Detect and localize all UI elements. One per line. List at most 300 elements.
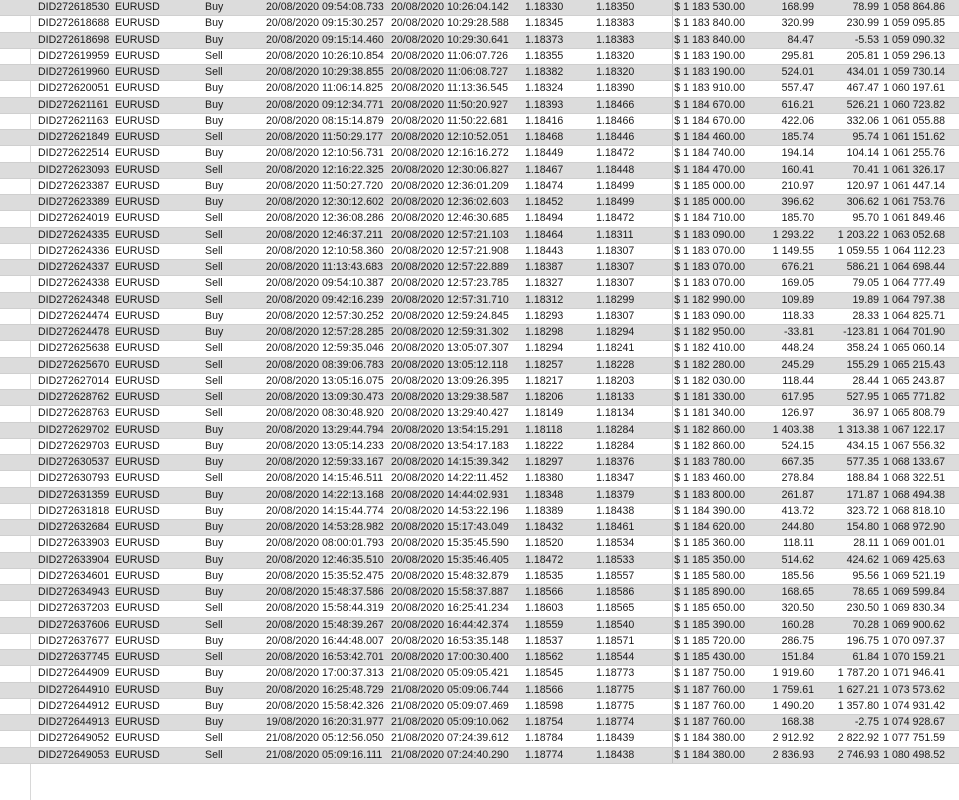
open-time-cell: 20/08/2020 16:53:42.701 bbox=[266, 651, 384, 663]
close-price-cell: 1.18775 bbox=[596, 683, 635, 696]
table-row[interactable] bbox=[0, 569, 959, 585]
volume-cell: $ 1 184 380.00 bbox=[674, 732, 745, 745]
type-cell: Sell bbox=[205, 748, 223, 761]
table-row[interactable] bbox=[0, 455, 959, 471]
deal-id-cell: DID272624336 bbox=[38, 244, 110, 257]
balance-cell: 1 063 052.68 bbox=[883, 228, 945, 241]
close-time-cell: 20/08/2020 11:06:07.726 bbox=[391, 49, 509, 62]
table-row[interactable] bbox=[0, 585, 959, 601]
symbol-cell: EURUSD bbox=[115, 293, 160, 306]
net-profit-cell: 1 059.55 bbox=[837, 244, 879, 257]
symbol-cell: EURUSD bbox=[115, 683, 160, 696]
deal-id-cell: DID272619960 bbox=[38, 66, 110, 78]
balance-cell: 1 064 701.90 bbox=[883, 326, 945, 338]
close-price-cell: 1.18284 bbox=[596, 423, 635, 436]
balance-cell: 1 074 928.67 bbox=[883, 716, 945, 728]
type-cell: Buy bbox=[205, 196, 224, 208]
close-price-cell: 1.18320 bbox=[596, 49, 635, 62]
column-divider bbox=[672, 699, 673, 714]
table-row[interactable] bbox=[0, 179, 959, 195]
gross-profit-cell: 118.11 bbox=[783, 537, 814, 550]
column-divider bbox=[672, 423, 673, 438]
close-price-cell: 1.18383 bbox=[596, 17, 635, 30]
volume-cell: $ 1 183 800.00 bbox=[674, 488, 745, 501]
balance-cell: 1 065 771.82 bbox=[883, 391, 945, 403]
deal-id-cell: DID272624348 bbox=[38, 293, 110, 306]
table-row[interactable] bbox=[0, 309, 959, 325]
volume-cell: $ 1 183 530.00 bbox=[674, 1, 745, 13]
table-row[interactable] bbox=[0, 163, 959, 179]
column-divider bbox=[672, 358, 673, 373]
volume-cell: $ 1 184 740.00 bbox=[674, 147, 745, 160]
type-cell: Buy bbox=[205, 17, 224, 30]
table-row[interactable] bbox=[0, 423, 959, 439]
close-price-cell: 1.18438 bbox=[596, 748, 635, 761]
close-time-cell: 20/08/2020 16:25:41.234 bbox=[391, 602, 509, 615]
gross-profit-cell: 168.99 bbox=[781, 1, 814, 13]
close-time-cell: 20/08/2020 13:29:38.587 bbox=[391, 391, 509, 403]
table-row[interactable] bbox=[0, 358, 959, 374]
net-profit-cell: 28.33 bbox=[852, 309, 879, 322]
balance-cell: 1 071 946.41 bbox=[883, 667, 945, 680]
table-row[interactable] bbox=[0, 618, 959, 634]
table-row[interactable] bbox=[0, 666, 959, 682]
open-time-cell: 20/08/2020 16:25:48.729 bbox=[266, 683, 384, 696]
volume-cell: $ 1 185 390.00 bbox=[674, 618, 745, 631]
close-price-cell: 1.18586 bbox=[596, 586, 635, 598]
net-profit-cell: 1 787.20 bbox=[837, 667, 879, 680]
volume-cell: $ 1 184 460.00 bbox=[674, 131, 745, 143]
column-divider bbox=[672, 471, 673, 486]
column-divider bbox=[672, 130, 673, 145]
net-profit-cell: 78.99 bbox=[852, 1, 879, 13]
balance-cell: 1 060 197.61 bbox=[883, 82, 945, 95]
net-profit-cell: 78.65 bbox=[852, 586, 879, 598]
balance-cell: 1 065 060.14 bbox=[883, 342, 945, 355]
close-price-cell: 1.18773 bbox=[596, 667, 635, 680]
open-time-cell: 20/08/2020 12:46:37.211 bbox=[266, 228, 384, 241]
close-price-cell: 1.18299 bbox=[596, 293, 635, 306]
balance-cell: 1 059 730.14 bbox=[883, 66, 945, 78]
close-time-cell: 20/08/2020 11:50:22.681 bbox=[391, 114, 509, 127]
close-time-cell: 20/08/2020 12:36:01.209 bbox=[391, 179, 509, 192]
volume-cell: $ 1 184 380.00 bbox=[674, 748, 745, 761]
open-price-cell: 1.18467 bbox=[525, 163, 564, 176]
table-row[interactable] bbox=[0, 504, 959, 520]
close-price-cell: 1.18439 bbox=[596, 732, 635, 745]
type-cell: Buy bbox=[205, 423, 224, 436]
open-time-cell: 20/08/2020 15:48:39.267 bbox=[266, 618, 384, 631]
column-divider bbox=[672, 715, 673, 730]
column-divider bbox=[672, 553, 673, 568]
volume-cell: $ 1 183 090.00 bbox=[674, 228, 745, 241]
symbol-cell: EURUSD bbox=[115, 634, 160, 647]
open-time-cell: 20/08/2020 09:15:30.257 bbox=[266, 17, 384, 30]
deal-id-cell: DID272623093 bbox=[38, 163, 110, 176]
open-time-cell: 20/08/2020 13:05:16.075 bbox=[266, 374, 384, 387]
close-price-cell: 1.18307 bbox=[596, 244, 635, 257]
close-price-cell: 1.18499 bbox=[596, 179, 635, 192]
open-time-cell: 20/08/2020 08:00:01.793 bbox=[266, 537, 384, 550]
open-time-cell: 20/08/2020 12:10:56.731 bbox=[266, 147, 384, 160]
open-time-cell: 20/08/2020 09:54:08.733 bbox=[266, 1, 384, 13]
gross-profit-cell: -33.81 bbox=[783, 326, 814, 338]
volume-cell: $ 1 185 350.00 bbox=[674, 553, 745, 566]
volume-cell: $ 1 187 760.00 bbox=[674, 683, 745, 696]
close-price-cell: 1.18347 bbox=[596, 472, 635, 485]
close-time-cell: 21/08/2020 05:09:05.421 bbox=[391, 667, 509, 680]
table-row[interactable] bbox=[0, 439, 959, 455]
deal-id-cell: DID272644913 bbox=[38, 716, 110, 728]
volume-cell: $ 1 187 760.00 bbox=[674, 699, 745, 712]
symbol-cell: EURUSD bbox=[115, 391, 160, 403]
balance-cell: 1 061 326.17 bbox=[883, 163, 945, 176]
table-row[interactable] bbox=[0, 244, 959, 260]
open-price-cell: 1.18118 bbox=[525, 423, 563, 436]
net-profit-cell: 120.97 bbox=[846, 179, 879, 192]
net-profit-cell: 205.81 bbox=[846, 49, 879, 62]
column-divider bbox=[672, 650, 673, 665]
table-row[interactable] bbox=[0, 406, 959, 422]
balance-cell: 1 074 931.42 bbox=[883, 699, 945, 712]
open-price-cell: 1.18257 bbox=[525, 358, 564, 371]
column-divider bbox=[672, 634, 673, 649]
column-divider bbox=[672, 114, 673, 129]
volume-cell: $ 1 185 000.00 bbox=[674, 179, 745, 192]
symbol-cell: EURUSD bbox=[115, 488, 160, 501]
symbol-cell: EURUSD bbox=[115, 82, 160, 95]
symbol-cell: EURUSD bbox=[115, 179, 160, 192]
symbol-cell: EURUSD bbox=[115, 407, 160, 420]
table-row[interactable] bbox=[0, 325, 959, 341]
column-divider bbox=[672, 569, 673, 584]
volume-cell: $ 1 187 760.00 bbox=[674, 716, 745, 728]
close-time-cell: 20/08/2020 10:26:04.142 bbox=[391, 1, 509, 13]
net-profit-cell: -2.75 bbox=[854, 716, 879, 728]
table-row[interactable] bbox=[0, 731, 959, 747]
table-row[interactable] bbox=[0, 276, 959, 292]
close-time-cell: 20/08/2020 13:29:40.427 bbox=[391, 407, 509, 420]
open-price-cell: 1.18566 bbox=[525, 586, 564, 598]
net-profit-cell: 19.89 bbox=[852, 293, 879, 306]
table-row[interactable] bbox=[0, 211, 959, 227]
open-time-cell: 20/08/2020 09:15:14.460 bbox=[266, 33, 384, 46]
volume-cell: $ 1 184 470.00 bbox=[674, 163, 745, 176]
open-time-cell: 20/08/2020 14:15:46.511 bbox=[266, 472, 384, 485]
deal-id-cell: DID272632684 bbox=[38, 521, 110, 533]
column-divider bbox=[672, 81, 673, 96]
close-time-cell: 20/08/2020 15:17:43.049 bbox=[391, 521, 509, 533]
table-row[interactable] bbox=[0, 601, 959, 617]
type-cell: Buy bbox=[205, 634, 224, 647]
type-cell: Buy bbox=[205, 114, 224, 127]
close-time-cell: 21/08/2020 07:24:40.290 bbox=[391, 748, 509, 761]
symbol-cell: EURUSD bbox=[115, 261, 160, 273]
open-time-cell: 20/08/2020 11:50:29.177 bbox=[266, 131, 384, 143]
volume-cell: $ 1 183 190.00 bbox=[674, 49, 745, 62]
symbol-cell: EURUSD bbox=[115, 651, 160, 663]
balance-cell: 1 077 751.59 bbox=[883, 732, 945, 745]
net-profit-cell: 306.62 bbox=[846, 196, 879, 208]
close-time-cell: 20/08/2020 12:57:21.103 bbox=[391, 228, 509, 241]
open-time-cell: 20/08/2020 12:59:33.167 bbox=[266, 456, 384, 468]
open-time-cell: 20/08/2020 13:09:30.473 bbox=[266, 391, 384, 403]
table-row[interactable] bbox=[0, 374, 959, 390]
table-row[interactable] bbox=[0, 114, 959, 130]
volume-cell: $ 1 182 410.00 bbox=[674, 342, 745, 355]
table-row[interactable] bbox=[0, 65, 959, 81]
net-profit-cell: 28.44 bbox=[852, 374, 879, 387]
column-divider bbox=[672, 98, 673, 113]
open-price-cell: 1.18355 bbox=[525, 49, 564, 62]
column-divider bbox=[672, 455, 673, 470]
type-cell: Sell bbox=[205, 358, 223, 371]
volume-cell: $ 1 183 090.00 bbox=[674, 309, 745, 322]
volume-cell: $ 1 184 620.00 bbox=[674, 521, 745, 533]
balance-cell: 1 059 090.32 bbox=[883, 33, 945, 46]
column-divider bbox=[672, 33, 673, 48]
deal-id-cell: DID272631818 bbox=[38, 504, 110, 517]
close-price-cell: 1.18571 bbox=[596, 634, 635, 647]
net-profit-cell: 434.01 bbox=[846, 66, 879, 78]
net-profit-cell: 61.84 bbox=[852, 651, 879, 663]
table-row[interactable] bbox=[0, 260, 959, 276]
gross-profit-cell: 84.47 bbox=[787, 33, 814, 46]
open-price-cell: 1.18393 bbox=[525, 98, 564, 111]
table-row[interactable] bbox=[0, 390, 959, 406]
close-time-cell: 20/08/2020 12:57:31.710 bbox=[391, 293, 509, 306]
gross-profit-cell: 1 149.55 bbox=[772, 244, 814, 257]
gross-profit-cell: 557.47 bbox=[781, 82, 814, 95]
type-cell: Sell bbox=[205, 407, 223, 420]
gross-profit-cell: 2 836.93 bbox=[772, 748, 814, 761]
net-profit-cell: 332.06 bbox=[846, 114, 879, 127]
gross-profit-cell: 514.62 bbox=[781, 553, 814, 566]
column-divider bbox=[672, 406, 673, 421]
table-row[interactable] bbox=[0, 683, 959, 699]
symbol-cell: EURUSD bbox=[115, 472, 160, 485]
gross-profit-cell: 185.70 bbox=[781, 212, 814, 225]
open-time-cell: 20/08/2020 09:12:34.771 bbox=[266, 98, 384, 111]
symbol-cell: EURUSD bbox=[115, 423, 160, 436]
type-cell: Buy bbox=[205, 521, 224, 533]
net-profit-cell: 1 203.22 bbox=[837, 228, 879, 241]
column-divider bbox=[672, 390, 673, 405]
net-profit-cell: 527.95 bbox=[846, 391, 879, 403]
net-profit-cell: 154.80 bbox=[846, 521, 879, 533]
close-price-cell: 1.18446 bbox=[596, 131, 635, 143]
table-row[interactable] bbox=[0, 520, 959, 536]
table-row[interactable] bbox=[0, 471, 959, 487]
open-price-cell: 1.18443 bbox=[525, 244, 564, 257]
deal-id-cell: DID272624019 bbox=[38, 212, 110, 225]
deal-id-cell: DID272630793 bbox=[38, 472, 110, 485]
close-time-cell: 21/08/2020 05:09:06.744 bbox=[391, 683, 509, 696]
type-cell: Sell bbox=[205, 293, 223, 306]
gross-profit-cell: 244.80 bbox=[781, 521, 814, 533]
type-cell: Sell bbox=[205, 651, 223, 663]
net-profit-cell: 95.56 bbox=[852, 569, 879, 582]
open-price-cell: 1.18449 bbox=[525, 147, 564, 160]
column-divider bbox=[672, 49, 673, 64]
open-time-cell: 20/08/2020 08:15:14.879 bbox=[266, 114, 384, 127]
column-divider bbox=[672, 520, 673, 535]
symbol-cell: EURUSD bbox=[115, 602, 160, 615]
close-time-cell: 20/08/2020 12:59:31.302 bbox=[391, 326, 509, 338]
deal-id-cell: DID272637606 bbox=[38, 618, 110, 631]
symbol-cell: EURUSD bbox=[115, 748, 160, 761]
deal-id-cell: DID272621161 bbox=[38, 98, 109, 111]
close-price-cell: 1.18307 bbox=[596, 277, 635, 290]
symbol-cell: EURUSD bbox=[115, 667, 160, 680]
balance-cell: 1 065 215.43 bbox=[883, 358, 945, 371]
column-divider bbox=[672, 195, 673, 210]
table-row[interactable] bbox=[0, 699, 959, 715]
gross-profit-cell: 151.84 bbox=[781, 651, 814, 663]
table-row[interactable] bbox=[0, 98, 959, 114]
volume-cell: $ 1 185 650.00 bbox=[674, 602, 745, 615]
net-profit-cell: 586.21 bbox=[846, 261, 879, 273]
deal-id-cell: DID272624478 bbox=[38, 326, 110, 338]
gross-profit-cell: 160.41 bbox=[781, 163, 814, 176]
column-divider bbox=[672, 683, 673, 698]
volume-cell: $ 1 183 780.00 bbox=[674, 456, 745, 468]
deal-id-cell: DID272630537 bbox=[38, 456, 110, 468]
volume-cell: $ 1 184 390.00 bbox=[674, 504, 745, 517]
close-time-cell: 20/08/2020 15:35:45.590 bbox=[391, 537, 509, 550]
balance-cell: 1 061 151.62 bbox=[883, 131, 945, 143]
close-price-cell: 1.18241 bbox=[596, 342, 635, 355]
gross-profit-cell: 185.74 bbox=[781, 131, 814, 143]
deal-id-cell: DID272618698 bbox=[38, 33, 110, 46]
gross-profit-cell: 168.38 bbox=[781, 716, 814, 728]
symbol-cell: EURUSD bbox=[115, 504, 160, 517]
table-row[interactable] bbox=[0, 228, 959, 244]
symbol-cell: EURUSD bbox=[115, 147, 160, 160]
open-time-cell: 20/08/2020 13:05:14.233 bbox=[266, 439, 384, 452]
close-time-cell: 20/08/2020 16:44:42.374 bbox=[391, 618, 509, 631]
gross-profit-cell: 448.24 bbox=[781, 342, 814, 355]
net-profit-cell: 95.70 bbox=[852, 212, 879, 225]
gross-profit-cell: 261.87 bbox=[781, 488, 814, 501]
volume-cell: $ 1 184 710.00 bbox=[674, 212, 745, 225]
symbol-cell: EURUSD bbox=[115, 374, 160, 387]
type-cell: Buy bbox=[205, 667, 224, 680]
gross-profit-cell: 676.21 bbox=[781, 261, 814, 273]
volume-cell: $ 1 183 840.00 bbox=[674, 33, 745, 46]
open-price-cell: 1.18416 bbox=[525, 114, 564, 127]
deal-id-cell: DID272622514 bbox=[38, 147, 110, 160]
open-price-cell: 1.18537 bbox=[525, 634, 564, 647]
table-row[interactable] bbox=[0, 81, 959, 97]
balance-cell: 1 061 055.88 bbox=[883, 114, 945, 127]
open-time-cell: 20/08/2020 12:59:35.046 bbox=[266, 342, 384, 355]
deal-id-cell: DID272624474 bbox=[38, 309, 110, 322]
type-cell: Sell bbox=[205, 342, 223, 355]
open-price-cell: 1.18297 bbox=[525, 456, 564, 468]
volume-cell: $ 1 185 720.00 bbox=[674, 634, 745, 647]
net-profit-cell: 1 357.80 bbox=[837, 699, 879, 712]
type-cell: Buy bbox=[205, 82, 224, 95]
deal-id-cell: DID272624337 bbox=[38, 261, 110, 273]
deal-id-cell: DID272629703 bbox=[38, 439, 110, 452]
table-row[interactable] bbox=[0, 146, 959, 162]
volume-cell: $ 1 184 670.00 bbox=[674, 114, 745, 127]
table-row[interactable] bbox=[0, 748, 959, 764]
balance-cell: 1 061 753.76 bbox=[883, 196, 945, 208]
net-profit-cell: 424.62 bbox=[846, 553, 879, 566]
table-row[interactable] bbox=[0, 488, 959, 504]
close-price-cell: 1.18383 bbox=[596, 33, 635, 46]
type-cell: Sell bbox=[205, 618, 223, 631]
column-divider bbox=[672, 666, 673, 681]
table-row[interactable] bbox=[0, 195, 959, 211]
net-profit-cell: 79.05 bbox=[852, 277, 879, 290]
balance-cell: 1 069 599.84 bbox=[883, 586, 945, 598]
table-row[interactable] bbox=[0, 634, 959, 650]
open-price-cell: 1.18373 bbox=[525, 33, 564, 46]
gross-profit-cell: 210.97 bbox=[781, 179, 814, 192]
deal-id-cell: DID272644909 bbox=[38, 667, 110, 680]
table-row[interactable] bbox=[0, 553, 959, 569]
close-time-cell: 20/08/2020 15:58:37.887 bbox=[391, 586, 509, 598]
close-time-cell: 20/08/2020 14:53:22.196 bbox=[391, 504, 509, 517]
volume-cell: $ 1 183 460.00 bbox=[674, 472, 745, 485]
net-profit-cell: 188.84 bbox=[846, 472, 879, 485]
volume-cell: $ 1 182 860.00 bbox=[674, 439, 745, 452]
close-price-cell: 1.18294 bbox=[596, 326, 635, 338]
close-price-cell: 1.18534 bbox=[596, 537, 635, 550]
table-row[interactable] bbox=[0, 341, 959, 357]
open-time-cell: 20/08/2020 09:42:16.239 bbox=[266, 293, 384, 306]
gross-profit-cell: 1 293.22 bbox=[772, 228, 814, 241]
table-row[interactable] bbox=[0, 49, 959, 65]
balance-cell: 1 069 521.19 bbox=[883, 569, 945, 582]
table-row[interactable] bbox=[0, 293, 959, 309]
symbol-cell: EURUSD bbox=[115, 244, 160, 257]
table-row[interactable] bbox=[0, 0, 959, 16]
open-time-cell: 20/08/2020 16:44:48.007 bbox=[266, 634, 384, 647]
open-price-cell: 1.18472 bbox=[525, 553, 564, 566]
close-time-cell: 20/08/2020 12:30:06.827 bbox=[391, 163, 509, 176]
column-divider bbox=[672, 65, 673, 80]
symbol-cell: EURUSD bbox=[115, 114, 160, 127]
type-cell: Sell bbox=[205, 228, 223, 241]
balance-cell: 1 059 296.13 bbox=[883, 49, 945, 62]
open-price-cell: 1.18382 bbox=[525, 66, 564, 78]
deal-id-cell: DID272649053 bbox=[38, 748, 110, 761]
open-price-cell: 1.18494 bbox=[525, 212, 564, 225]
table-row[interactable] bbox=[0, 16, 959, 32]
close-price-cell: 1.18228 bbox=[596, 358, 635, 371]
table-row[interactable] bbox=[0, 715, 959, 731]
net-profit-cell: 70.41 bbox=[852, 163, 879, 176]
gross-profit-cell: 126.97 bbox=[781, 407, 814, 420]
column-divider bbox=[672, 146, 673, 161]
net-profit-cell: 104.14 bbox=[846, 147, 879, 160]
table-row[interactable] bbox=[0, 536, 959, 552]
table-row[interactable] bbox=[0, 33, 959, 49]
close-price-cell: 1.18565 bbox=[596, 602, 635, 615]
gross-profit-cell: 2 912.92 bbox=[772, 732, 814, 745]
type-cell: Sell bbox=[205, 212, 223, 225]
balance-cell: 1 068 818.10 bbox=[883, 504, 945, 517]
gross-profit-cell: 185.56 bbox=[781, 569, 814, 582]
type-cell: Buy bbox=[205, 147, 224, 160]
table-row[interactable] bbox=[0, 130, 959, 146]
open-time-cell: 20/08/2020 08:39:06.783 bbox=[266, 358, 384, 371]
table-row[interactable] bbox=[0, 650, 959, 666]
